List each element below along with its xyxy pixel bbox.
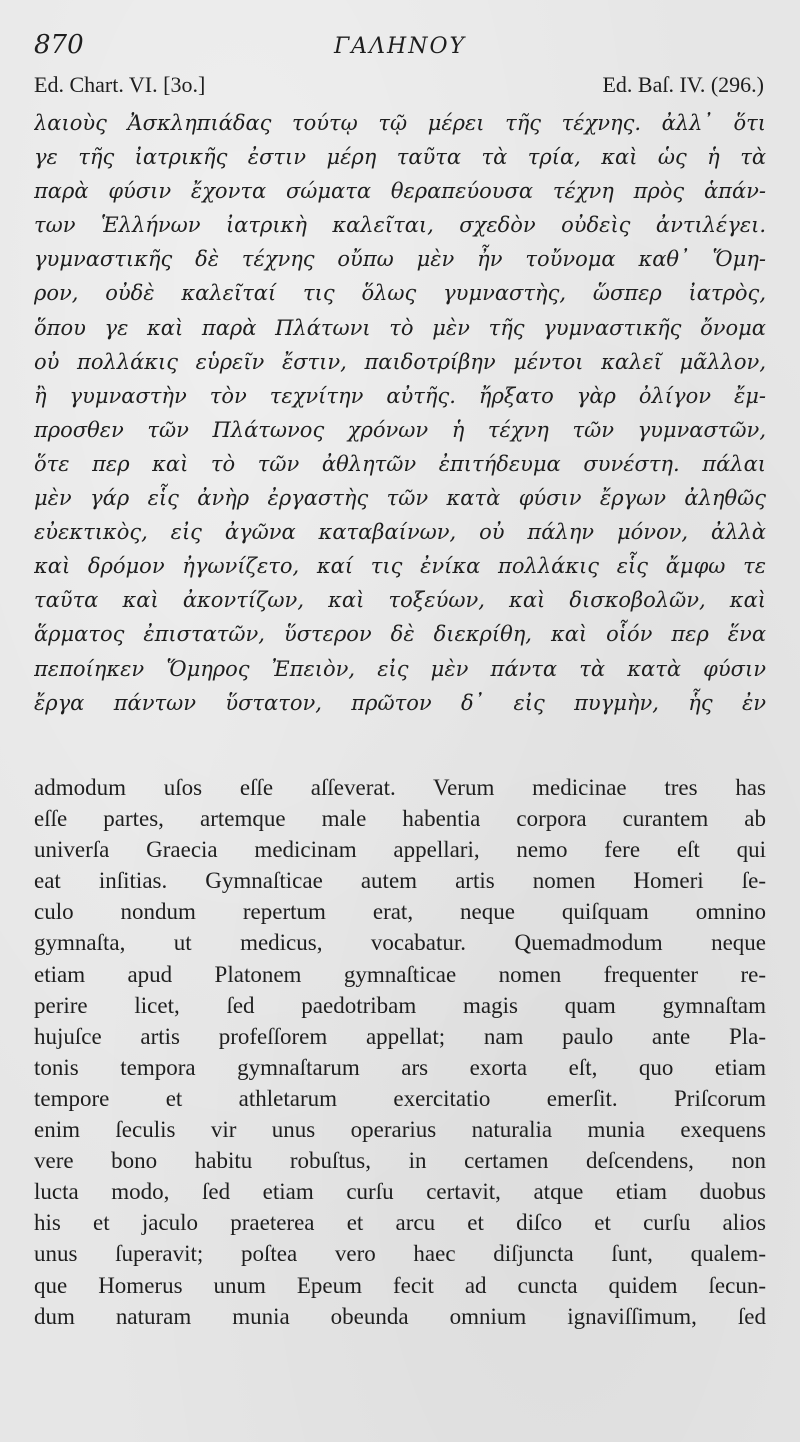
greek-line: γε τῆς ἰατρικῆς ἐστιν μέρη ταῦτα τὰ τρία, καὶ ὡς ἡ τὰ: [34, 145, 766, 170]
running-title: ΓΑΛΗΝΟΥ: [334, 34, 467, 59]
greek-text-block: [34, 106, 766, 720]
greek-line: παρὰ φύσιν ἔχοντα σώματα θεραπεύουσα τέχνη πρὸς ἁπάν-: [34, 179, 766, 204]
greek-line: λαιοὺς Ἀσκληπιάδας τούτῳ τῷ μέρει τῆς τέχνης. ἀλλ᾽ ὅτι: [34, 111, 766, 135]
edition-chartier: Ed. Chart. VI. [3o.]: [34, 72, 206, 97]
latin-line: lucta modo, ſed etiam curſu certavit, atque etiam duobus: [34, 1179, 766, 1205]
latin-line: tonis tempora gymnaſtarum ars exorta eſt, quo etiam: [34, 1054, 766, 1080]
latin-line: que Homerus unum Epeum fecit ad cuncta quidem ſecun-: [34, 1272, 766, 1298]
greek-line: ἅρματος ἐπιστατῶν, ὕστερον δὲ διεκρίθη, καὶ οἷόν περ ἕνα: [34, 622, 766, 647]
latin-line: tempore et athletarum exercitatio emerſit. Priſcorum: [34, 1085, 766, 1111]
greek-line: μὲν γάρ εἷς ἀνὴρ ἐργαστὴς τῶν κατὰ φύσιν ἔργων ἀληθῶς: [34, 486, 766, 511]
greek-line: γυμναστικῆς δὲ τέχνης οὔπω μὲν ἦν τοὔνομα καθ᾽ Ὅμη-: [34, 247, 766, 272]
latin-line: etiam apud Platonem gymnaſticae nomen frequenter re-: [34, 961, 766, 987]
latin-line: gymnaſta, ut medicus, vocabatur. Quemadmodum neque: [34, 930, 766, 956]
latin-line: univerſa Graecia medicinam appellari, nemo fere eſt qui: [34, 837, 766, 863]
greek-line: οὐ πολλάκις εὑρεῖν ἔστιν, παιδοτρίβην μέντοι καλεῖ μᾶλλον,: [34, 349, 766, 374]
page-header: [34, 30, 764, 64]
latin-line: hujuſce artis profeſſorem appellat; nam paulo ante Pla-: [34, 1023, 766, 1049]
greek-line: ἔργα πάντων ὕστατον, πρῶτον δ᾽ εἰς πυγμὴν, ἧς ἐν: [34, 690, 766, 715]
latin-line: eſſe partes, artemque male habentia corpora curantem ab: [34, 806, 766, 832]
latin-text-block: [34, 772, 766, 1332]
latin-line: eat inſitias. Gymnaſticae autem artis nomen Homeri ſe-: [34, 868, 766, 894]
latin-line: vere bono habitu robuſtus, in certamen deſcendens, non: [34, 1148, 766, 1174]
greek-line: προσθεν τῶν Πλάτωνος χρόνων ἡ τέχνη τῶν γυμναστῶν,: [34, 417, 766, 442]
greek-line: των Ἑλλήνων ἰατρικὴ καλεῖται, σχεδὸν οὐδεὶς ἀντιλέγει.: [34, 213, 766, 238]
edition-basel: Ed. Baſ. IV. (296.): [602, 72, 764, 97]
latin-line: culo nondum repertum erat, neque quiſquam omnino: [34, 899, 766, 925]
latin-line: dum naturam munia obeunda omnium ignaviſſimum, ſed: [34, 1303, 766, 1329]
greek-line: ἢ γυμναστὴν τὸν τεχνίτην αὐτῆς. ἤρξατο γὰρ ὀλίγον ἔμ-: [34, 383, 766, 408]
latin-line: his et jaculo praeterea et arcu et diſco et curſu alios: [34, 1210, 766, 1236]
greek-line: καὶ δρόμον ἠγωνίζετο, καί τις ἐνίκα πολλάκις εἷς ἄμφω τε: [34, 554, 766, 579]
latin-line: perire licet, ſed paedotribam magis quam gymnaſtam: [34, 992, 766, 1018]
latin-line: unus ſuperavit; poſtea vero haec diſjuncta ſunt, qualem-: [34, 1241, 766, 1267]
greek-line: ὅπου γε καὶ παρὰ Πλάτωνι τὸ μὲν τῆς γυμναστικῆς ὄνομα: [34, 315, 766, 340]
latin-line: admodum uſos eſſe aſſeverat. Verum medicinae tres has: [34, 775, 766, 800]
greek-line: ὅτε περ καὶ τὸ τῶν ἀθλητῶν ἐπιτήδευμα συνέστη. πάλαι: [34, 451, 766, 476]
page-number: 870: [34, 30, 84, 60]
greek-line: εὐεκτικὸς, εἰς ἀγῶνα καταβαίνων, οὐ πάλην μόνον, ἀλλὰ: [34, 520, 766, 545]
greek-line: ρον, οὐδὲ καλεῖταί τις ὅλως γυμναστὴς, ὥσπερ ἰατρὸς,: [34, 281, 766, 306]
latin-line: enim ſeculis vir unus operarius naturalia munia exequens: [34, 1117, 766, 1143]
edition-references: [34, 72, 764, 102]
greek-line: ταῦτα καὶ ἀκοντίζων, καὶ τοξεύων, καὶ δισκοβολῶν, καὶ: [34, 588, 766, 613]
greek-line: πεποίηκεν Ὅμηρος Ἐπειὸν, εἰς μὲν πάντα τὰ κατὰ φύσιν: [34, 656, 766, 681]
